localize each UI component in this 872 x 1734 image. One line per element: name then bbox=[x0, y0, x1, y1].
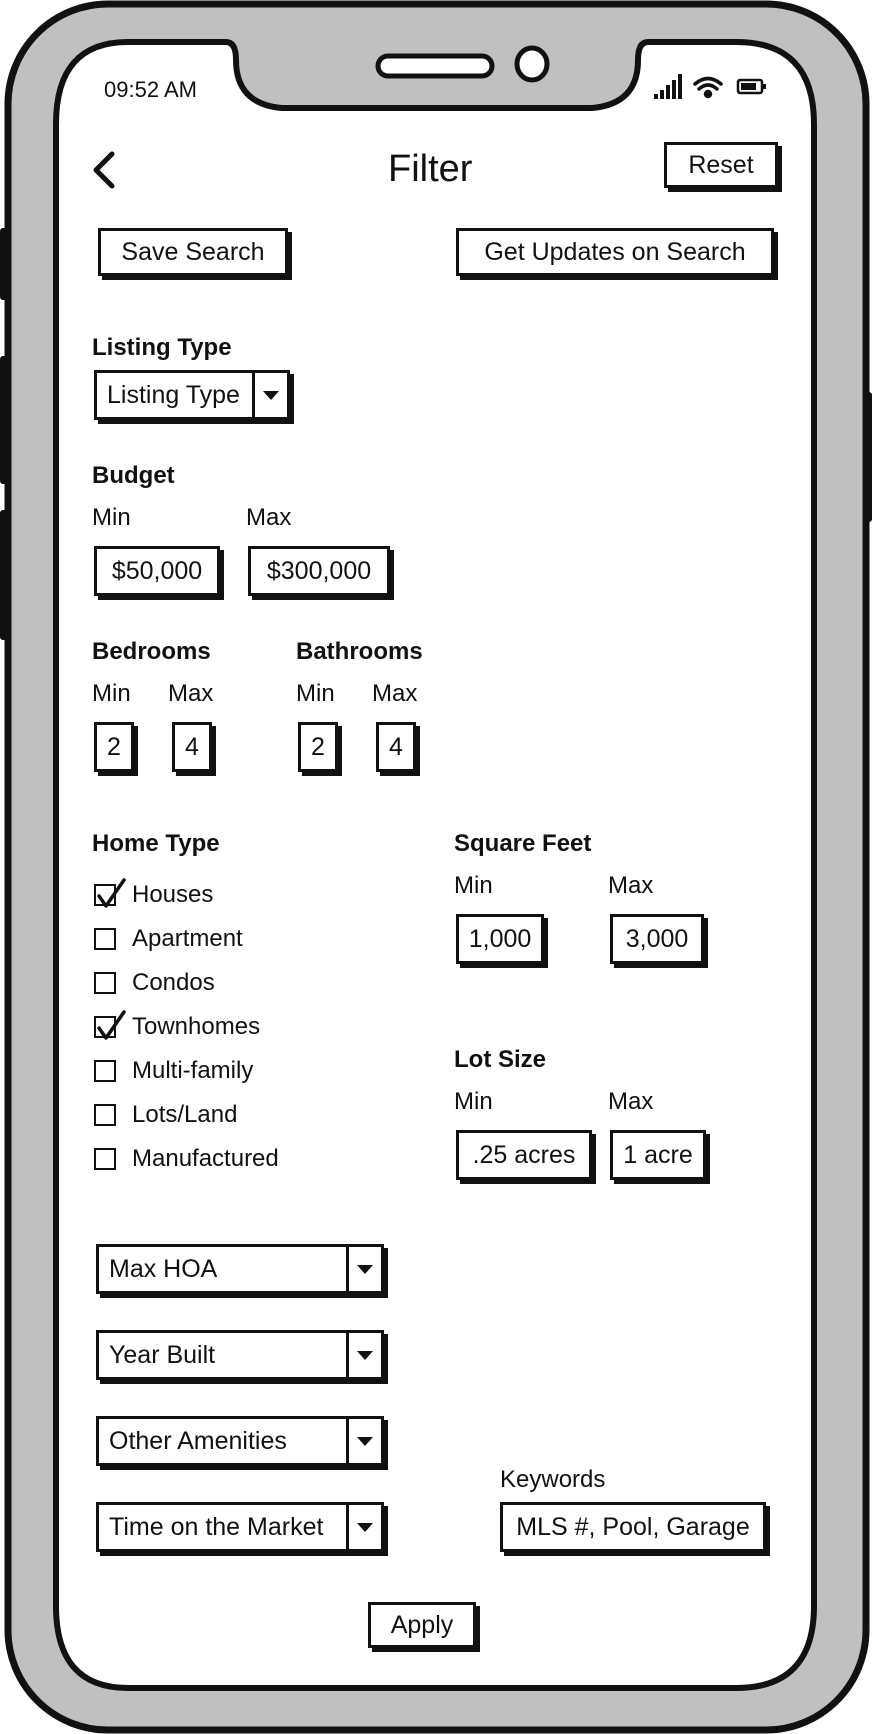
bathrooms-min-input[interactable]: 2 bbox=[298, 722, 338, 772]
lot-size-min-label: Min bbox=[454, 1088, 493, 1115]
wifi-icon bbox=[695, 79, 721, 97]
status-time: 09:52 AM bbox=[104, 77, 197, 102]
lot-size-max-label: Max bbox=[608, 1088, 654, 1115]
time-on-market-select[interactable] bbox=[96, 1502, 384, 1552]
save-search-button[interactable]: Save Search bbox=[98, 228, 288, 276]
reset-button[interactable]: Reset bbox=[664, 142, 778, 188]
get-updates-button[interactable]: Get Updates on Search bbox=[456, 228, 774, 276]
checkmark-icon bbox=[94, 1008, 128, 1042]
max-hoa-select[interactable] bbox=[96, 1244, 384, 1294]
chevron-down-icon bbox=[357, 1265, 373, 1274]
home-type-label: Multi-family bbox=[132, 1057, 254, 1084]
bedrooms-min-label: Min bbox=[92, 680, 131, 707]
lot-size-heading: Lot Size bbox=[454, 1046, 547, 1073]
bedrooms-max-label: Max bbox=[168, 680, 214, 707]
chevron-down-icon bbox=[263, 391, 279, 400]
home-type-checkbox[interactable] bbox=[94, 928, 116, 950]
page-title: Filter bbox=[388, 148, 473, 190]
signal-icon bbox=[654, 74, 682, 99]
home-type-label: Condos bbox=[132, 969, 215, 996]
back-chevron-icon[interactable] bbox=[90, 150, 120, 190]
year-built-value: Year Built bbox=[109, 1340, 216, 1369]
time-on-market-value: Time on the Market bbox=[109, 1512, 324, 1541]
budget-heading: Budget bbox=[92, 462, 175, 489]
chevron-down-icon bbox=[357, 1437, 373, 1446]
budget-max-input[interactable]: $300,000 bbox=[248, 546, 390, 596]
home-type-label: Lots/Land bbox=[132, 1101, 238, 1128]
square-feet-min-label: Min bbox=[454, 872, 493, 899]
other-amenities-select[interactable] bbox=[96, 1416, 384, 1466]
keywords-label: Keywords bbox=[500, 1466, 606, 1493]
square-feet-min-input[interactable]: 1,000 bbox=[456, 914, 544, 964]
apply-button[interactable]: Apply bbox=[368, 1602, 476, 1648]
other-amenities-value: Other Amenities bbox=[109, 1426, 287, 1455]
home-type-checkbox[interactable] bbox=[94, 1148, 116, 1170]
home-type-checkbox[interactable] bbox=[94, 972, 116, 994]
bathrooms-max-label: Max bbox=[372, 680, 418, 707]
home-type-label: Townhomes bbox=[132, 1013, 261, 1040]
bedrooms-heading: Bedrooms bbox=[92, 638, 211, 665]
status-icons bbox=[652, 72, 782, 102]
listing-type-heading: Listing Type bbox=[92, 334, 232, 361]
home-type-label: Manufactured bbox=[132, 1145, 279, 1172]
bathrooms-min-label: Min bbox=[296, 680, 335, 707]
home-type-label: Apartment bbox=[132, 925, 243, 952]
lot-size-max-input[interactable]: 1 acre bbox=[610, 1130, 706, 1180]
keywords-input[interactable]: MLS #, Pool, Garage bbox=[500, 1502, 766, 1552]
bathrooms-heading: Bathrooms bbox=[296, 638, 423, 665]
home-type-checkbox[interactable] bbox=[94, 1016, 116, 1038]
chevron-down-icon bbox=[357, 1351, 373, 1360]
max-hoa-value: Max HOA bbox=[109, 1254, 218, 1283]
budget-max-label: Max bbox=[246, 504, 292, 531]
bedrooms-min-input[interactable]: 2 bbox=[94, 722, 134, 772]
year-built-select[interactable] bbox=[96, 1330, 384, 1380]
lot-size-min-input[interactable]: .25 acres bbox=[456, 1130, 592, 1180]
square-feet-max-label: Max bbox=[608, 872, 654, 899]
listing-type-select[interactable] bbox=[94, 370, 290, 420]
home-type-label: Houses bbox=[132, 881, 214, 908]
square-feet-heading: Square Feet bbox=[454, 830, 592, 857]
battery-icon bbox=[738, 80, 766, 93]
chevron-down-icon bbox=[357, 1523, 373, 1532]
bathrooms-max-input[interactable]: 4 bbox=[376, 722, 416, 772]
checkmark-icon bbox=[94, 876, 128, 910]
home-type-checkbox[interactable] bbox=[94, 884, 116, 906]
square-feet-max-input[interactable]: 3,000 bbox=[610, 914, 704, 964]
home-type-heading: Home Type bbox=[92, 830, 220, 857]
budget-min-input[interactable]: $50,000 bbox=[94, 546, 220, 596]
bedrooms-max-input[interactable]: 4 bbox=[172, 722, 212, 772]
listing-type-value: Listing Type bbox=[107, 380, 240, 409]
home-type-checkbox[interactable] bbox=[94, 1060, 116, 1082]
home-type-checkbox[interactable] bbox=[94, 1104, 116, 1126]
budget-min-label: Min bbox=[92, 504, 131, 531]
